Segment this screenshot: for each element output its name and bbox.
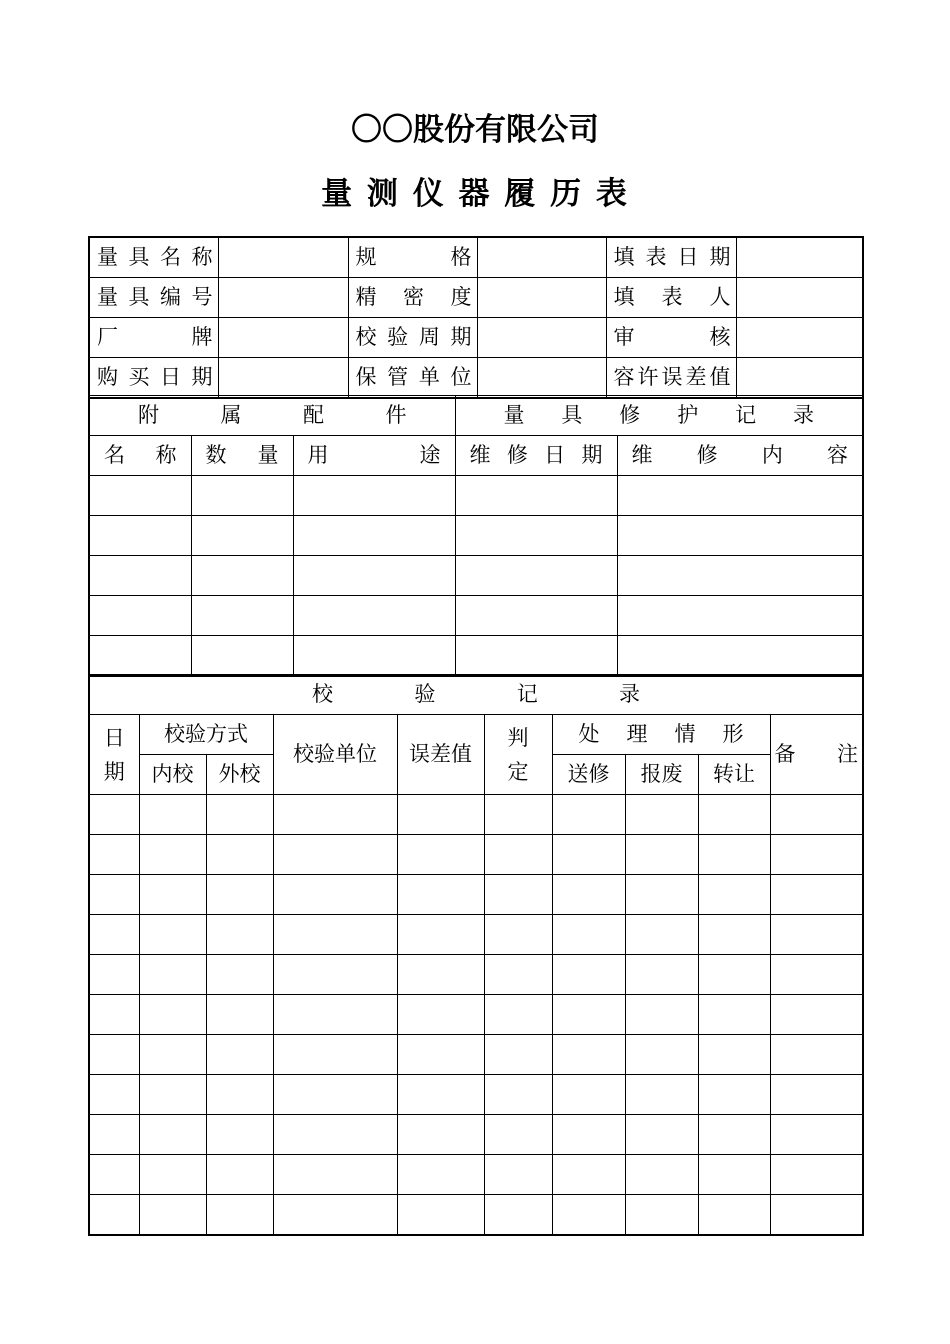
- field-instrument-name[interactable]: [218, 237, 348, 278]
- accessory-repair-row: [89, 476, 863, 516]
- header-scrap: 报废: [625, 755, 698, 795]
- field-brand[interactable]: [218, 318, 348, 358]
- header-date-char-2: 期: [103, 759, 125, 784]
- label-instrument-name: 量具名称: [89, 237, 218, 278]
- label-calibration-cycle: 校验周期: [348, 318, 477, 358]
- label-allowable-error: 容许误差值: [606, 358, 736, 399]
- calibration-row: [89, 1195, 863, 1236]
- calibration-section-title: 校 验 记 录: [89, 675, 863, 715]
- header-acc-usage: 用 途: [293, 436, 455, 476]
- header-internal: 内校: [139, 755, 206, 795]
- header-judgment-char-1: 判: [507, 725, 529, 750]
- label-reviewer: 审 核: [606, 318, 736, 358]
- field-calibration-cycle[interactable]: [477, 318, 606, 358]
- header-date-char-1: 日: [103, 725, 125, 750]
- field-fill-date[interactable]: [736, 237, 863, 278]
- header-repair-date: 维修日期: [455, 436, 617, 476]
- field-custody-unit[interactable]: [477, 358, 606, 399]
- header-send-repair: 送修: [552, 755, 625, 795]
- form-title: 量 测 仪 器 履 历 表: [321, 176, 629, 212]
- header-judgment: [484, 715, 552, 795]
- instrument-info-table: [88, 236, 864, 399]
- calibration-row: [89, 1115, 863, 1155]
- label-filled-by: 填 表 人: [606, 278, 736, 318]
- header-repair-content: 维 修 内 容: [617, 436, 863, 476]
- calibration-row: [89, 995, 863, 1035]
- header-date: [89, 715, 139, 795]
- header-handling: 处 理 情 形: [552, 715, 770, 755]
- field-reviewer[interactable]: [736, 318, 863, 358]
- accessory-repair-row: [89, 556, 863, 596]
- label-instrument-number: 量具编号: [89, 278, 218, 318]
- header-acc-name: 名 称: [89, 436, 191, 476]
- calibration-row: [89, 915, 863, 955]
- accessory-repair-row: [89, 636, 863, 677]
- calibration-record-table: [88, 674, 864, 1236]
- header-remark: 备 注: [770, 715, 863, 795]
- header-external: 外校: [206, 755, 273, 795]
- calibration-row: [89, 835, 863, 875]
- company-name: 〇〇股份有限公司: [351, 112, 599, 148]
- field-purchase-date[interactable]: [218, 358, 348, 399]
- field-allowable-error[interactable]: [736, 358, 863, 399]
- header-transfer: 转让: [698, 755, 770, 795]
- field-specification[interactable]: [477, 237, 606, 278]
- repair-section-title: 量 具 修 护 记 录: [455, 396, 863, 436]
- header-calibration-method: 校验方式: [139, 715, 273, 755]
- label-purchase-date: 购买日期: [89, 358, 218, 399]
- header-judgment-char-2: 定: [507, 759, 529, 784]
- label-specification: 规 格: [348, 237, 477, 278]
- calibration-row: [89, 795, 863, 835]
- calibration-row: [89, 1155, 863, 1195]
- label-fill-date: 填表日期: [606, 237, 736, 278]
- accessory-repair-row: [89, 516, 863, 556]
- calibration-row: [89, 1075, 863, 1115]
- label-brand: 厂 牌: [89, 318, 218, 358]
- calibration-row: [89, 1035, 863, 1075]
- field-precision[interactable]: [477, 278, 606, 318]
- header-error-value: 误差值: [397, 715, 484, 795]
- accessories-section-title: 附 属 配 件: [89, 396, 455, 436]
- calibration-row: [89, 875, 863, 915]
- header-calibration-unit: 校验单位: [273, 715, 397, 795]
- label-precision: 精 密 度: [348, 278, 477, 318]
- label-custody-unit: 保管单位: [348, 358, 477, 399]
- accessories-repair-table: [88, 395, 864, 677]
- field-filled-by[interactable]: [736, 278, 863, 318]
- field-instrument-number[interactable]: [218, 278, 348, 318]
- header-acc-qty: 数 量: [191, 436, 293, 476]
- accessory-repair-row: [89, 596, 863, 636]
- calibration-row: [89, 955, 863, 995]
